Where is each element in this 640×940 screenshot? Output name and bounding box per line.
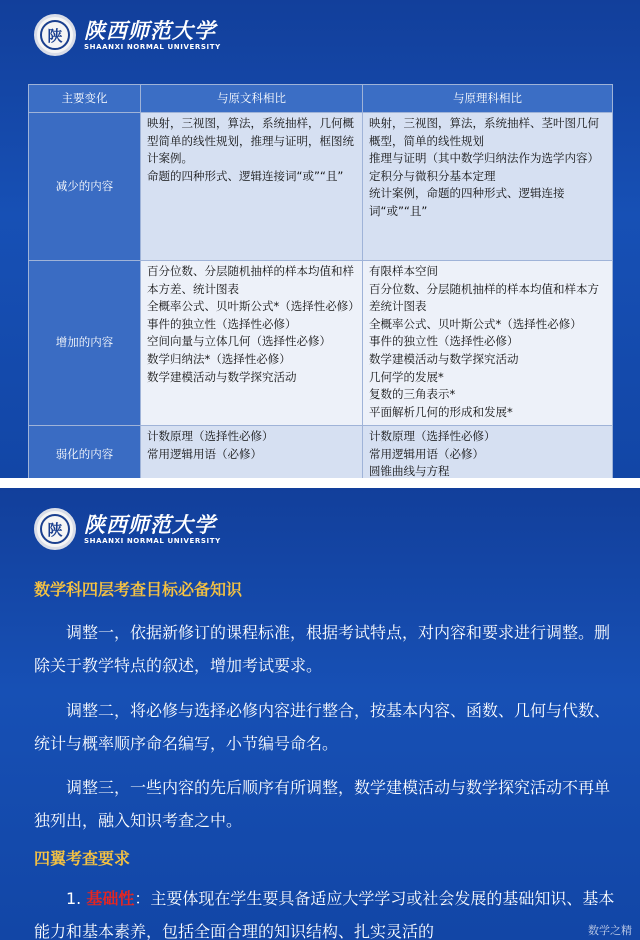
- school-name-cn: 陕西师范大学: [84, 511, 216, 537]
- row-label-added: 增加的内容: [29, 261, 141, 426]
- paragraph-text: 调整二，将必修与选择必修内容进行整合，按基本内容、函数、几何与代数、统计与概率顺序命名编写，小节编号命名。: [34, 701, 611, 753]
- cell-line: 事件的独立性（选择性必修）: [147, 316, 297, 331]
- cell-reduced-arts: [141, 113, 363, 261]
- section-title-text: 数学科四层考查目标必备知识: [34, 580, 243, 599]
- watermark: 数学之精: [588, 924, 632, 937]
- cell-line: 复数的三角表示*: [369, 387, 456, 402]
- table-row-added: [29, 261, 613, 426]
- cell-line: 映射，三视图，算法，系统抽样，几何概型简单的线性规划，推理与证明，框图统计案例。: [147, 116, 354, 166]
- section-title-knowledge: [34, 580, 624, 600]
- cell-line: 常用逻辑用语（必修）: [147, 446, 262, 461]
- cell-line: 定积分与微积分基本定理: [369, 168, 496, 183]
- cell-line: 计数原理（选择性必修）: [369, 429, 496, 443]
- item-keyword: 基础性: [86, 889, 135, 908]
- section-title-text: 四翼考查要求: [34, 849, 131, 868]
- cell-line: 数学建模活动与数学探究活动: [147, 369, 297, 384]
- paragraph-text: 调整三，一些内容的先后顺序有所调整，数学建模活动与数学探究活动不再单独列出，融入知识考查之中。: [34, 778, 611, 830]
- paragraph-adjust-2: [34, 694, 624, 760]
- paragraph-adjust-3: [34, 771, 624, 837]
- school-logo-emblem: 陕: [40, 514, 70, 544]
- cell-line: 全概率公式、贝叶斯公式*（选择性必修）: [369, 316, 582, 331]
- paragraph-adjust-1: [34, 616, 624, 682]
- cell-line: 有限样本空间: [369, 264, 438, 278]
- paragraph-text: 调整一，依据新修订的课程标准，根据考试特点，对内容和要求进行调整。删除关于教学特点的叙述，增加考试要求。: [34, 623, 611, 675]
- cell-line: 命题的四种形式、逻辑连接词“或”“且”: [147, 168, 344, 183]
- school-name-en: SHAANXI NORMAL UNIVERSITY: [84, 536, 221, 545]
- cell-line: 计数原理（选择性必修）: [147, 429, 274, 443]
- cell-added-science: [363, 261, 613, 426]
- cell-line: 全概率公式、贝叶斯公式*（选择性必修）: [147, 299, 360, 314]
- school-name-en: SHAANXI NORMAL UNIVERSITY: [84, 42, 221, 51]
- school-logo: [34, 508, 76, 550]
- cell-line: 平面解析几何的形成和发展*: [369, 404, 513, 419]
- table-row-weakened: [29, 426, 613, 479]
- table-header-science: 与原理科相比: [363, 85, 613, 113]
- comparison-table: [28, 84, 613, 478]
- cell-line: 百分位数、分层随机抽样的样本均值和样本方差、统计图表: [147, 264, 354, 296]
- section-title-four-wings: [34, 849, 624, 869]
- cell-line: 映射，三视图，算法，系统抽样、茎叶图几何概型，简单的线性规划: [369, 116, 599, 148]
- row-label-reduced: 减少的内容: [29, 113, 141, 261]
- cell-added-arts: [141, 261, 363, 426]
- cell-line: 推理与证明（其中数学归纳法作为选学内容）: [369, 151, 599, 166]
- cell-line: 百分位数、分层随机抽样的样本均值和样本方差统计图表: [369, 281, 599, 314]
- cell-weakened-science: [363, 426, 613, 479]
- cell-line: 圆锥曲线与方程: [369, 464, 450, 478]
- cell-line: 空间向量与立体几何（选择性必修）: [147, 334, 331, 349]
- school-logo-emblem: 陕: [40, 20, 70, 50]
- school-header: [34, 14, 221, 56]
- item-number: 1.: [66, 889, 82, 908]
- school-header: [34, 508, 221, 550]
- table-header-change: 主要变化: [29, 85, 141, 113]
- cell-line: 事件的独立性（选择性必修）: [369, 334, 519, 349]
- item-text: ：主要体现在学生要具备适应大学学习或社会发展的基础知识、基本能力和基本素养，包括全面合理的知识结构、扎实灵活的: [34, 889, 615, 940]
- cell-line: 数学建模活动与数学探究活动: [369, 351, 519, 366]
- table-row-reduced: [29, 113, 613, 261]
- row-label-weakened: 弱化的内容: [29, 426, 141, 479]
- cell-line: 统计案例，命题的四种形式、逻辑连接词“或”“且”: [369, 186, 565, 218]
- school-name-cn: 陕西师范大学: [84, 17, 216, 43]
- cell-weakened-arts: [141, 426, 363, 479]
- cell-line: 数学归纳法*（选择性必修）: [147, 351, 291, 366]
- school-logo: [34, 14, 76, 56]
- table-header-arts: 与原文科相比: [141, 85, 363, 113]
- item-basic: [34, 882, 624, 940]
- slide-exam-requirements: [0, 488, 640, 940]
- cell-line: 常用逻辑用语（必修）: [369, 446, 484, 461]
- cell-reduced-science: [363, 113, 613, 261]
- cell-line: 几何学的发展*: [369, 369, 444, 384]
